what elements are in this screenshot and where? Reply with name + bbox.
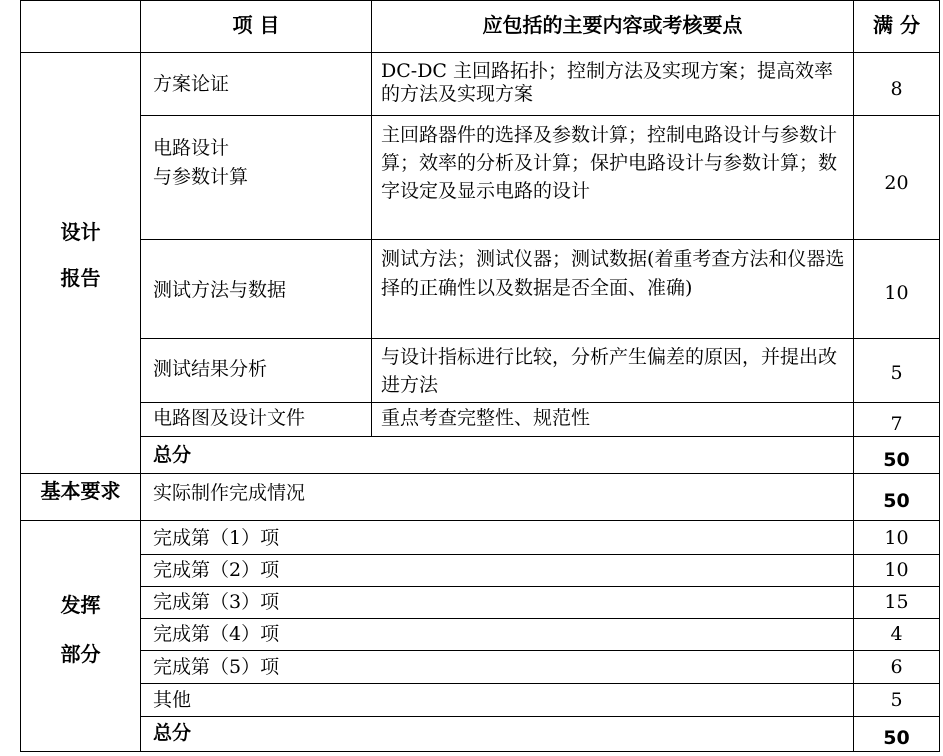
row-divider [140, 402, 940, 403]
table-border-left [20, 0, 21, 752]
row-divider [140, 115, 940, 116]
item-content: 主回路器件的选择及参数计算；控制电路设计与参数计算；效率的分析及计算；保护电路设计与参数计算；数字设定及显示电路的设计 [381, 124, 838, 202]
item-label: 完成第（2）项 [153, 559, 280, 581]
total-label: 总分 [153, 722, 192, 744]
header-item: 项 目 [232, 13, 280, 37]
section-divider [20, 520, 940, 521]
item-label: 测试结果分析 [153, 358, 268, 380]
col-divider-content [371, 0, 372, 436]
header-content: 应包括的主要内容或考核要点 [482, 13, 743, 37]
item-label: 完成第（1）项 [153, 527, 280, 549]
item-score: 10 [884, 527, 909, 549]
item-score: 10 [884, 282, 909, 304]
total-score: 50 [883, 490, 910, 512]
section-divider [20, 473, 940, 474]
row-divider [140, 436, 940, 437]
item-content: 重点考查完整性、规范性 [381, 407, 591, 429]
item-score: 6 [890, 656, 903, 678]
row-divider [140, 618, 940, 619]
item-label: 其他 [153, 689, 192, 711]
item-label-line2: 与参数计算 [153, 166, 249, 188]
category-basic: 基本要求 [40, 479, 121, 503]
item-label: 完成第（4）项 [153, 623, 280, 645]
row-divider [140, 716, 940, 717]
item-score: 5 [890, 362, 903, 384]
total-label: 总分 [153, 444, 192, 466]
item-score: 20 [884, 172, 909, 194]
item-score: 7 [890, 413, 903, 435]
total-score: 50 [883, 449, 910, 471]
row-divider [140, 554, 940, 555]
category-extension-line1: 发挥 [60, 593, 101, 617]
item-label: 实际制作完成情况 [153, 482, 306, 504]
item-label: 完成第（3）项 [153, 591, 280, 613]
row-divider [140, 338, 940, 339]
table-border-bottom [20, 751, 940, 752]
category-design-report-line2: 报告 [60, 266, 101, 290]
item-label: 测试方法与数据 [153, 279, 287, 301]
table-border-right [939, 0, 940, 752]
item-label: 电路图及设计文件 [153, 407, 306, 429]
item-score: 5 [890, 689, 903, 711]
item-label: 方案论证 [153, 73, 230, 95]
col-divider-category [140, 0, 141, 752]
item-score: 4 [890, 623, 903, 645]
category-design-report-line1: 设计 [60, 220, 101, 244]
row-divider [140, 683, 940, 684]
row-divider [140, 239, 940, 240]
item-content: DC-DC 主回路拓扑；控制方法及实现方案；提高效率的方法及实现方案 [381, 60, 834, 105]
item-content: 测试方法；测试仪器；测试数据(着重考查方法和仪器选择的正确性以及数据是否全面、准确) [381, 248, 845, 299]
header-divider [20, 52, 940, 53]
item-score: 10 [884, 559, 909, 581]
item-score: 15 [884, 591, 909, 613]
header-score: 满 分 [873, 13, 920, 37]
item-content: 与设计指标进行比较，分析产生偏差的原因，并提出改进方法 [381, 346, 838, 396]
table-border-top [20, 0, 940, 1]
category-extension-line2: 部分 [60, 642, 101, 666]
item-score: 8 [890, 78, 903, 100]
total-score: 50 [883, 727, 910, 749]
item-label: 完成第（5）项 [153, 656, 280, 678]
item-label-line1: 电路设计 [153, 137, 230, 159]
row-divider [140, 650, 940, 651]
row-divider [140, 586, 940, 587]
